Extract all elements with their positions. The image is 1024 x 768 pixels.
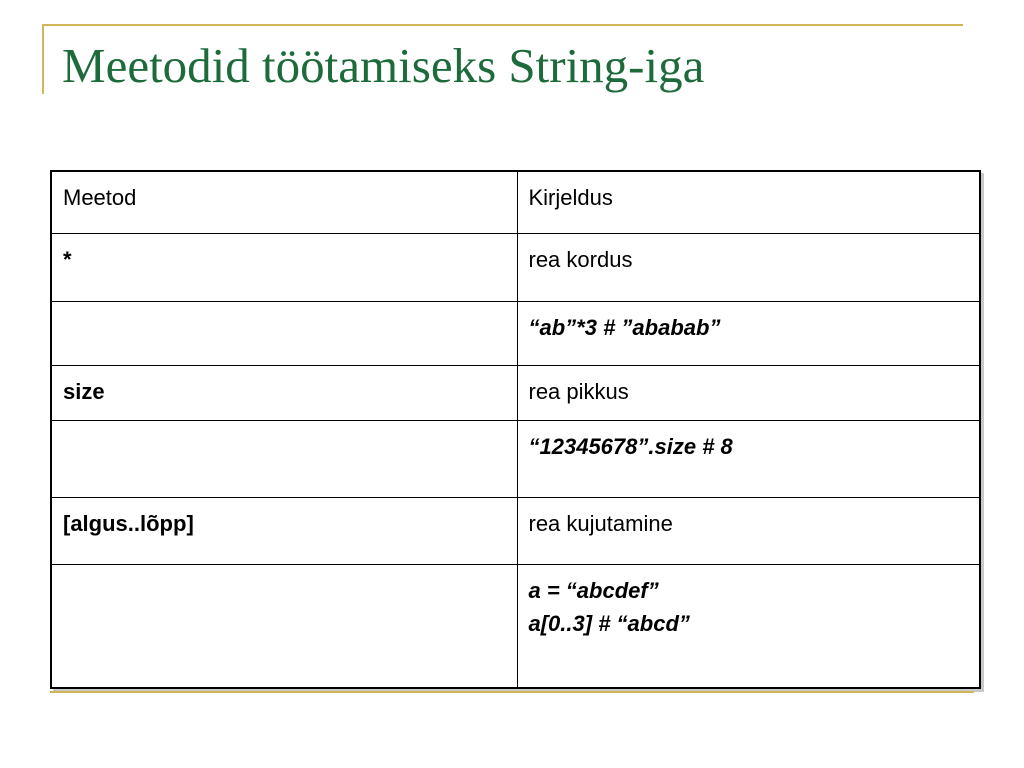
header-method: Meetod	[52, 172, 517, 233]
method-cell: *	[52, 233, 517, 301]
example-line: a = “abcdef”	[528, 577, 659, 603]
method-cell: size	[52, 365, 517, 420]
example-cell: “12345678”.size # 8	[517, 420, 979, 497]
empty-cell	[52, 564, 517, 687]
table-header-row	[52, 172, 979, 233]
description-cell: rea kordus	[517, 233, 979, 301]
slide-title: Meetodid töötamiseks String-iga	[62, 38, 705, 93]
table-row-example	[52, 301, 979, 365]
empty-cell	[52, 301, 517, 365]
accent-line-bottom	[50, 691, 974, 693]
table-row	[52, 233, 979, 301]
table-row-example	[52, 420, 979, 497]
methods-table	[50, 170, 981, 689]
example-cell	[517, 564, 979, 687]
accent-line-top	[42, 24, 963, 26]
accent-line-left	[42, 24, 44, 94]
table-row	[52, 365, 979, 420]
method-cell: [algus..lõpp]	[52, 497, 517, 564]
empty-cell	[52, 420, 517, 497]
description-cell: rea kujutamine	[517, 497, 979, 564]
methods-table-grid	[52, 172, 979, 687]
description-cell: rea pikkus	[517, 365, 979, 420]
table-row	[52, 497, 979, 564]
table-row-example	[52, 564, 979, 687]
example-line: a[0..3] # “abcd”	[528, 610, 690, 636]
example-cell: “ab”*3 # ”ababab”	[517, 301, 979, 365]
header-description: Kirjeldus	[517, 172, 979, 233]
